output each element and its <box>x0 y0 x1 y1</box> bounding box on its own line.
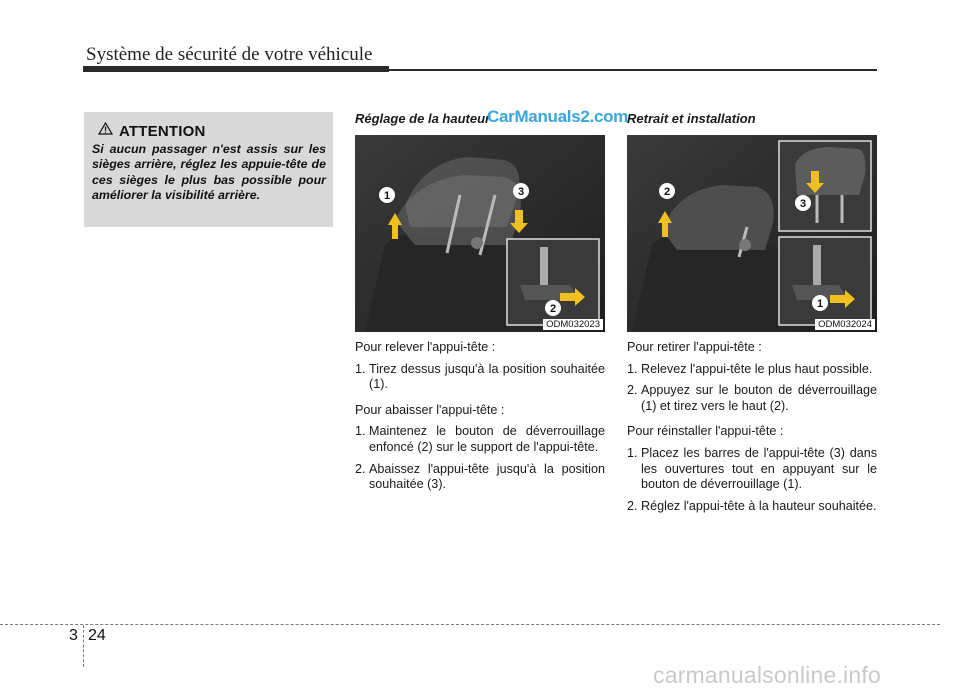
step-number: 2. <box>627 498 638 513</box>
step-number: 2. <box>355 461 366 476</box>
list-item <box>355 424 605 455</box>
image-label-1: 1 <box>383 190 391 202</box>
image-label-2: 2 <box>663 186 671 198</box>
image-code: ODM032023 <box>543 319 603 330</box>
attention-title: ATTENTION <box>119 122 206 140</box>
image-label-3: 3 <box>799 198 807 210</box>
step-text: Tirez dessus jusqu'à la position souhaitée (1). <box>369 361 605 392</box>
list-item <box>627 383 877 414</box>
step-text: Réglez l'appui-tête à la hauteur souhaitée. <box>641 498 877 513</box>
image-label-3: 3 <box>517 186 525 198</box>
image-label-2: 2 <box>549 303 557 315</box>
list-item <box>627 499 877 515</box>
footer-rule <box>0 624 940 625</box>
step-number: 1. <box>355 424 366 439</box>
attention-heading <box>98 122 206 140</box>
attention-box <box>84 112 333 227</box>
list-item <box>627 362 877 378</box>
image-label-1: 1 <box>816 298 824 310</box>
list-item <box>355 362 605 393</box>
section-title-height: Réglage de la hauteur <box>355 111 491 126</box>
headrest-height-image <box>355 135 605 332</box>
remove-intro: Pour retirer l'appui-tête : <box>627 340 762 354</box>
page-header-title: Système de sécurité de votre véhicule <box>86 44 373 65</box>
step-number: 1. <box>355 361 366 376</box>
footer-divider <box>83 625 84 667</box>
page-chapter: 3 <box>69 627 78 644</box>
header-rule-thin <box>389 69 877 71</box>
list-item <box>355 462 605 493</box>
headrest-removal-image <box>627 135 877 332</box>
watermark-text: CarManuals2.com <box>487 107 628 126</box>
image-code: ODM032024 <box>815 319 875 330</box>
header-rule <box>83 66 389 72</box>
step-text: Appuyez sur le bouton de déverrouillage (1) et tirez vers le haut (2). <box>641 383 877 413</box>
site-watermark: carmanualsonline.info <box>653 662 881 688</box>
removal-instructions <box>627 340 877 514</box>
step-text: Abaissez l'appui-tête jusqu'à la position souhaitée (3). <box>369 461 605 492</box>
step-text: Maintenez le bouton de déverrouillage enfoncé (2) sur le support de l'appui-tête. <box>369 424 605 454</box>
step-number: 2. <box>627 383 638 398</box>
raise-intro: Pour relever l'appui-tête : <box>355 340 496 354</box>
page-number: 24 <box>88 627 106 644</box>
warning-triangle-icon <box>98 122 113 140</box>
step-text: Relevez l'appui-tête le plus haut possible. <box>641 361 873 376</box>
step-text: Placez les barres de l'appui-tête (3) dans les ouvertures tout en appuyant sur le bouton de déverrouillage (1). <box>641 445 877 492</box>
attention-text: Si aucun passager n'est assis sur les sièges arrière, réglez les appuie-tête de ces sièges le plus bas possible pour améliorer la visibilité arrière. <box>92 142 326 203</box>
section-title-removal: Retrait et installation <box>627 111 756 126</box>
install-intro: Pour réinstaller l'appui-tête : <box>627 424 784 439</box>
lower-intro: Pour abaisser l'appui-tête : <box>355 402 505 417</box>
step-number: 1. <box>627 361 638 376</box>
list-item <box>627 446 877 493</box>
step-number: 1. <box>627 445 638 460</box>
height-instructions <box>355 340 605 493</box>
